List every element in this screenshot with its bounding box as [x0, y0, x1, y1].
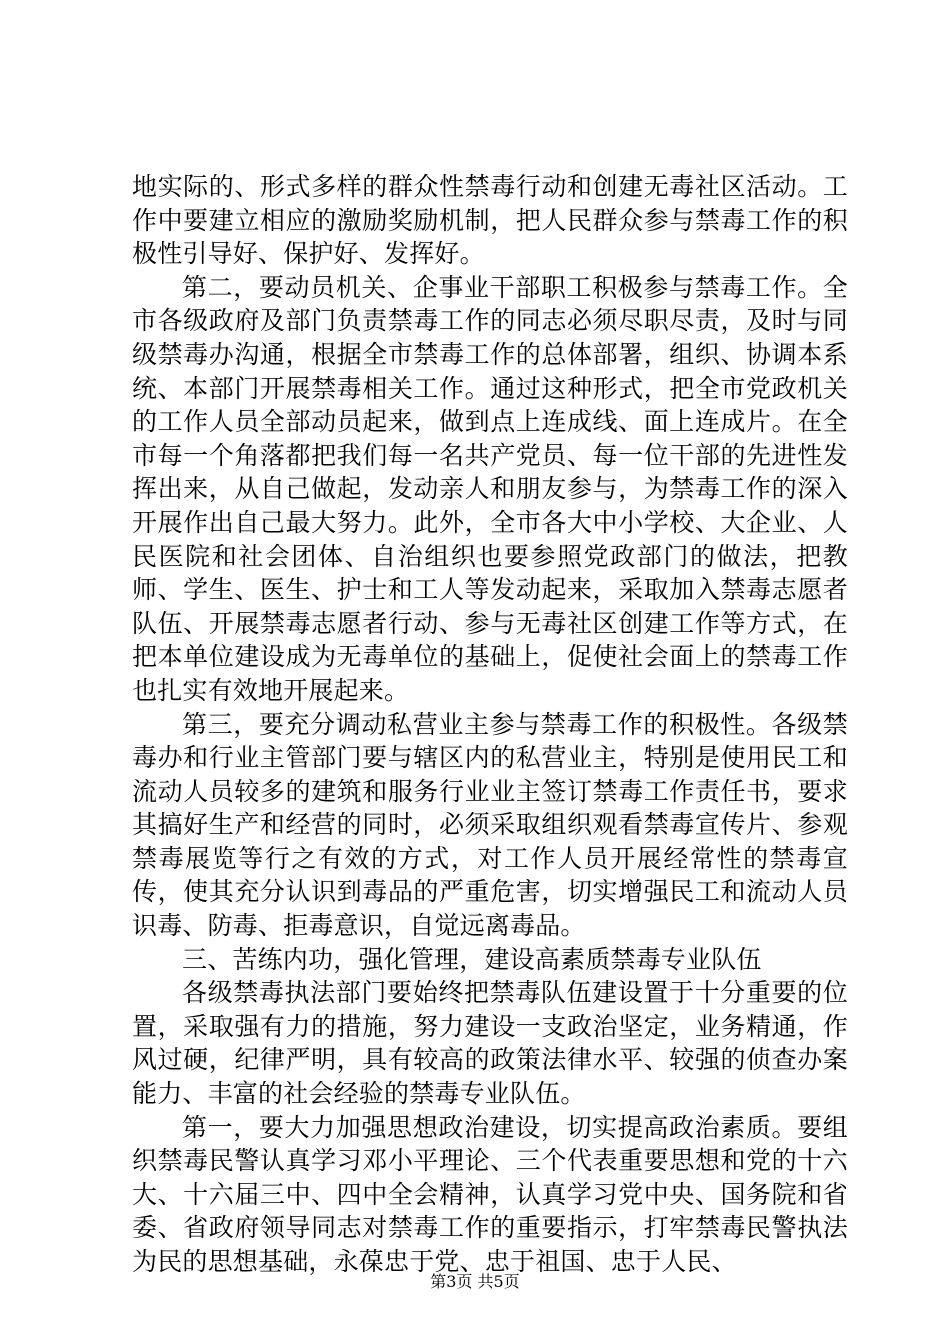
- paragraph-section-intro: 各级禁毒执法部门要始终把禁毒队伍建设置于十分重要的位置，采取强有力的措施，努力建设一支政治坚定，业务精通，作风过硬，纪律严明，具有较高的政策法律水平、较强的侦查办案能力、丰富的社会经验的禁毒专业队伍。: [132, 978, 848, 1109]
- paragraph-continuation: 地实际的、形式多样的群众性禁毒行动和创建无毒社区活动。工作中要建立相应的激励奖励机制，把人民群众参与禁毒工作的积极性引导好、保护好、发挥好。: [132, 172, 848, 269]
- page-footer: 第3页 共5页: [430, 1272, 520, 1291]
- paragraph-first-point: 第一，要大力加强思想政治建设，切实提高政治素质。要组织禁毒民警认真学习邓小平理论、三个代表重要思想和党的十六大、十六届三中、四中全会精神，认真学习党中央、国务院和省委、省政府领导同志对禁毒工作的重要指示，打牢禁毒民警执法为民的思想基础，永葆忠于党、忠于祖国、忠于人民、: [132, 1112, 848, 1276]
- paragraph-third-point: 第三，要充分调动私营业主参与禁毒工作的积极性。各级禁毒办和行业主管部门要与辖区内的私营业主，特别是使用民工和流动人员较多的建筑和服务行业业主签订禁毒工作责任书，要求其搞好生产和经营的同时，必须采取组织观看禁毒宣传片、参观禁毒展览等行之有效的方式，对工作人员开展经常性的禁毒宣传，使其充分认识到毒品的严重危害，切实增强民工和流动人员识毒、防毒、拒毒意识，自觉远离毒品。: [132, 709, 848, 941]
- paragraph-second-point: 第二，要动员机关、企事业干部职工积极参与禁毒工作。全市各级政府及部门负责禁毒工作的同志必须尽职尽责，及时与同级禁毒办沟通，根据全市禁毒工作的总体部署，组织、协调本系统、本部门开展禁毒相关工作。通过这种形式，把全市党政机关的工作人员全部动员起来，做到点上连成线、面上连成片。在全市每一个角落都把我们每一名共产党员、每一位干部的先进性发挥出来，从自己做起，发动亲人和朋友参与，为禁毒工作的深入开展作出自己最大努力。此外，全市各大中小学校、大企业、人民医院和社会团体、自治组织也要参照党政部门的做法，把教师、学生、医生、护士和工人等发动起来，采取加入禁毒志愿者队伍、开展禁毒志愿者行动、参与无毒社区创建工作等方式，在把本单位建设成为无毒单位的基础上，促使社会面上的禁毒工作也扎实有效地开展起来。: [132, 272, 848, 705]
- document-body: [132, 170, 848, 1279]
- section-heading: 三、苦练内功，强化管理，建设高素质禁毒专业队伍: [182, 944, 762, 974]
